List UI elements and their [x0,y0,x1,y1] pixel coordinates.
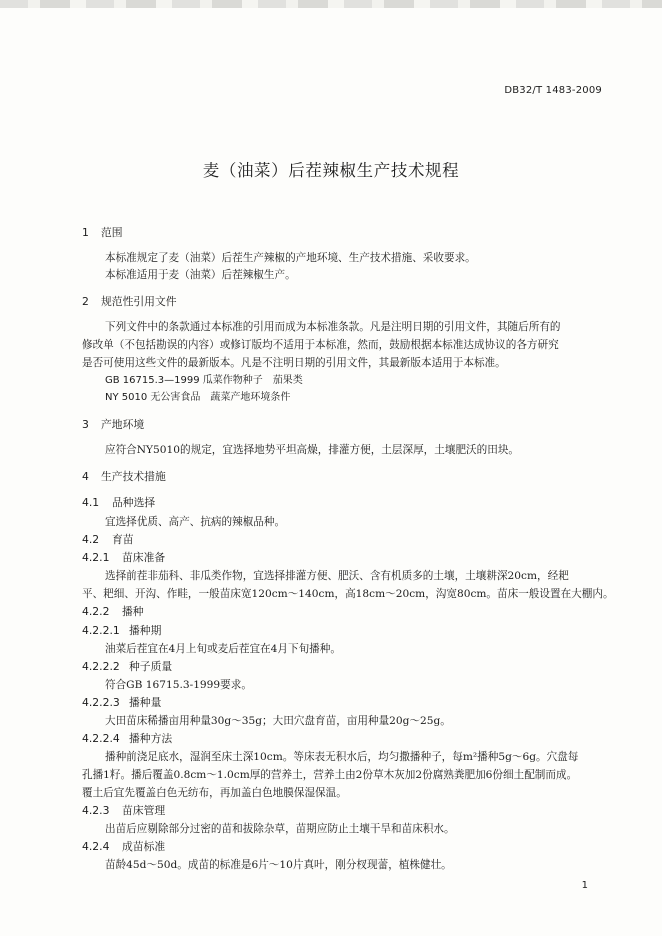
section-3-line-1: 应符合NY5010的规定，宜选择地势平坦高燥，排灌方便，土层深厚，土壤肥沃的田块。 [105,444,520,456]
reference-ny-5010: NY 5010 无公害食品 蔬菜产地环境条件 [105,392,291,403]
section-4-2-2-4-line-2: 孔播1籽。播后覆盖0.8cm～1.0cm厚的营养土，营养土由2份草木灰加2份腐熟粪肥加6份细土配制而成。 [82,769,578,781]
section-2-line-3: 是否可使用这些文件的最新版本。凡是不注明日期的引用文件，其最新版本适用于本标准。 [82,357,506,369]
section-4-2-2-4-heading: 4.2.2.4 播种方法 [82,732,173,745]
section-4-2-4-heading: 4.2.4 成苗标准 [82,840,166,853]
section-4-2-2-1-line-1: 油菜后茬宜在4月上旬或麦后茬宜在4月下旬播种。 [105,643,341,655]
section-1-line-2: 本标准适用于麦（油菜）后茬辣椒生产。 [105,269,296,281]
section-4-2-1-heading: 4.2.1 苗床准备 [82,551,166,564]
section-4-2-2-3-heading: 4.2.2.3 播种量 [82,696,162,709]
section-4-2-3-heading: 4.2.3 苗床管理 [82,804,166,817]
section-4-2-2-1-heading: 4.2.2.1 播种期 [82,624,162,637]
section-4-2-2-4-line-1: 播种前浇足底水，湿润至床土深10cm。等床表无积水后，均匀撒播种子，每m²播种5g～6g。穴盘每 [105,751,579,763]
scan-edge [0,0,662,8]
section-4-2-2-4-line-3: 覆土后宜先覆盖白色无纺布，再加盖白色地膜保湿保温。 [82,787,347,799]
section-3-heading: 3 产地环境 [82,418,145,431]
section-4-2-2-2-line-1: 符合GB 16715.3-1999要求。 [105,679,252,691]
section-4-2-1-line-1: 选择前茬非茄科、非瓜类作物，宜选择排灌方便、肥沃、含有机质多的土壤，土壤耕深20cm，经耙 [105,570,569,582]
document-number: DB32/T 1483-2009 [504,85,602,96]
section-4-1-heading: 4.1 品种选择 [82,496,156,509]
section-4-2-2-3-line-1: 大田苗床稀播亩用种量30g～35g；大田穴盘育苗，亩用种量20g～25g。 [105,715,451,727]
section-1-line-1: 本标准规定了麦（油菜）后茬生产辣椒的产地环境、生产技术措施、采收要求。 [105,252,476,264]
section-4-2-1-line-2: 平、耙细、开沟、作畦，一般苗床宽120cm～140cm，高18cm～20cm，沟宽80cm。苗床一般设置在大棚内。 [82,588,614,600]
reference-gb-16715: GB 16715.3—1999 瓜菜作物种子 茄果类 [105,375,303,386]
section-4-heading: 4 生产技术措施 [82,470,166,483]
section-1-heading: 1 范围 [82,226,123,239]
section-4-2-heading: 4.2 育苗 [82,533,134,546]
section-4-2-3-line-1: 出苗后应剔除部分过密的苗和拔除杂草，苗期应防止土壤干旱和苗床积水。 [105,823,455,835]
page-number: 1 [581,880,588,891]
section-4-2-2-heading: 4.2.2 播种 [82,605,144,618]
section-4-2-4-line-1: 苗龄45d～50d。成苗的标准是6片～10片真叶，刚分杈现蕾，植株健壮。 [105,859,452,871]
section-2-heading: 2 规范性引用文件 [82,295,177,308]
document-title: 麦（油菜）后茬辣椒生产技术规程 [202,161,460,180]
section-4-2-2-2-heading: 4.2.2.2 种子质量 [82,660,173,673]
section-2-line-2: 修改单（不包括勘误的内容）或修订版均不适用于本标准，然而，鼓励根据本标准达成协议的各方研究 [82,339,559,351]
section-4-1-line-1: 宜选择优质、高产、抗病的辣椒品种。 [105,516,286,528]
section-2-line-1: 下列文件中的条款通过本标准的引用而成为本标准条款。凡是注明日期的引用文件，其随后所有的 [105,321,561,333]
